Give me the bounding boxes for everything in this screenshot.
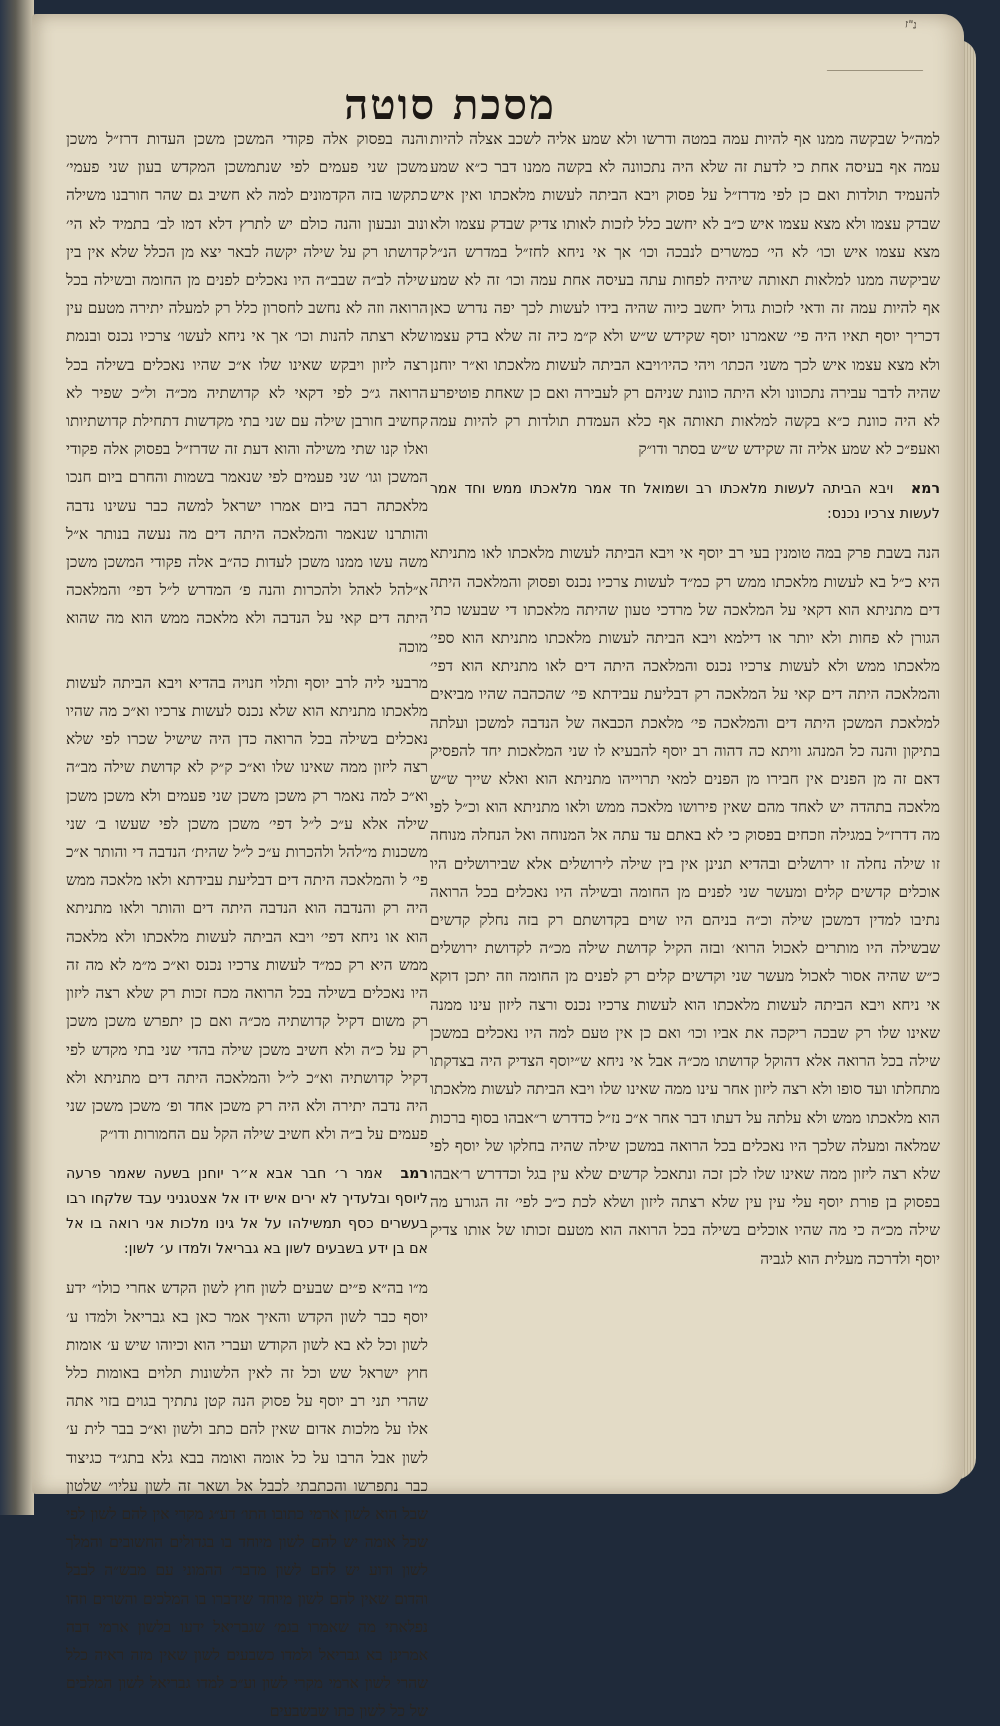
commentary-paragraph: למה״ל שבקשה ממנו אף להיות עמה במטה ודרשו ולא שמע אליה לשכב אצלה להיות עמה אף בעיסה אחת כי לדעת זה שלא היה נתכוונה לא בקשה ממנו דבר כ״א שמע להעמיד תולדות ואם כן לפי מדרז״ל על פסוק ויבא הביתה לעשות מלאכתו ואין איש שבדק עצמו ולא מצא עצמו איש כ״ב לא יחשב כלל לזכות לאותו צדיק שבדק עצמו ולא מצא עצמו איש וכו׳ לא הי׳ כמשרים לנבכה וכו׳ אך אי ניחא לחז״ל במדרש הנ״ל שביקשה ממנו למלאות תאותה שיהיה לפחות עתה בעיסה אחת עמה וכו׳ זה לא שמע אף להיות עמה זה ודאי לזכות גדול יחשב כיוה שהיה בידו לעשות לכך יפה נדרש כאן דכריך יוסף תאיו היה פי׳ שאמרנו יוסף שקידש ש״ש ולא ק״מ כיה זה שלא בדק עצמו ולא מצא עצמו איש לכך משני הכתו׳ ויהי כהיו׳ויבא הביתה לעשות מלאכתו וא״ר יוחנן שהיה לדבר עבירה נתכוונו ולא היתה כוונת שניהם רק לעבירה ואם כן שאחת פוטיפרע לא היה כוונת כ״א בקשה למלאות תאותה אף כלא העמדת תולדות רק להיות עמה ואעפ״כ לא שמע אליה זה שקידש ש״ש בסתר ודו״ק [430,130,940,459]
commentary-paragraph: מרבעי ליה לרב יוסף ותלוי חנויה בהדיא ויבא הביתה לעשות מלאכתו מתניתא הוא שלא נכנס לעשות צרכיו וא״כ מה שהיו נאכלים בשילה בכל הרואה כדן היה שישיל שכרו לפי שלא רצה ליזון ממה שאינו שלו וא״כ ק״ק לא קדושת שילה מב״ה וא״כ למה נאמר רק משכן משכן שני פעמים ולא משכן משכן שילה אלא ע״כ ל״ל דפי׳ משכן משכן לפי שעשו ב׳ שני משכנות מ״להל ולהכרות ע״כ ל״ל שהית׳ הנדבה די והותר א״כ פי׳ ל והמלאכה היתה דים דבליעת עבידתא ולאו מלאכה ממש היה רק והנדבה הוא הנדבה היתה דים והותר ולאו מתניתא הוא או ניחא דפי׳ ויבא הביתה לעשות מלאכתו ולא מלאכה ממש היא רק כמ״ד לעשות צרכיו נכנס וא״כ מ״מ לא מה זה היו נאכלים בשילה בכל הרואה מכח זכות רק שלא רצה ליזון רק משום דקיל קדושתיה מכ״ה ואם כן יתפרש משכן משכן רק על כ״ה ולא חשיב משכן שילה בהדי שני בתי מקדש לפי דקיל קדושתיה וא״כ ל״ל והמלאכה היתה דים מתניתא ולא היה נדבה יתירה ולא היה רק משכן אחד ופ׳ משכן משכן שני פעמים על ב״ה ולא חשיב שילה הקל עם החמורות ודו״ק [66,673,428,1144]
tractate-header: מסכת סוטה [344,80,556,129]
talmud-quote [66,1162,428,1262]
quote-text: אמר ר׳ חבר אבא א״ר יוחנן בשעה שאמר פרעה ליוסף ובלעדיך לא ירים איש ידו אל אצטגניני עבד שלקחו רבו בעשרים כסף תמשילהו על אל גינו מלכות אני רואה בו אל אם בן ידע בשבעים לשון בא גבריאל ולמדו ע׳ לשון: [66,1166,428,1258]
right-text-column [430,125,940,1273]
folio-mark: נ"ז [904,17,918,32]
siman-number: רמב [400,1166,428,1183]
commentary-paragraph: הנה בשבת פרק במה טומנין בעי רב יוסף אי ויבא הביתה לעשות מלאכתו לאו מתניתא היא כ״ל בא לעשות מלאכתו ממש רק כמ״ד לעשות צרכיו נכנס ופסוק והמלאכה היתה דים מתניתא הוא דקאי על המלאכה של מרדכי טעון שהיתה מלאכתו די שבעשו כתי הגורן לא פחות ולא יותר או דילמא ויבא הביתה לעשות מלאכתו מתניתא הוא ספי׳ מלאכתו ממש ולא לעשות צרכיו נכנס והמלאכה היתה דים לאו מתניתא הוא דפי׳ והמלאכה היתה דים קאי על המלאכה רק דבליעת עבידתא פי׳ שהכהבה שהיו מביאים למלאכת המשכן היתה דים והמלאכה פי׳ מלאכת הכבאה של הנדבה למשכן ועלתה בתיקון והנה כל המנהג וויתא כה דהוה רב יוסף להבעיא לו שני המלאכות יחד להפסיק דאם זה מן הפנים אין חבירו מן הפנים למאי תרוייהו מתניתא הוא ואלא שייך ש״ש מלאכה בתהדה יש לאחד מהם שאין פירושו מלאכה ממש ולאו מתניתא הוא וכ״ל לפי מה דדרז״ל במגילה וזכחים בפסוק כי לא באתם עד עתה אל המנוחה ואל הנחלה מנוחה זו שילה נחלה זו ירושלים ובהדיא תנינן אין בין שילה לירושלים אלא שבירושלים היו אוכלים קדשים קלים ומעשר שני לפנים מן החומה ובשילה היו נאכלים בכל הרואה נתיבו למדין דמשכן שילה וכ״ה בניהם היו שוים בקדושתם רק בזה נחלק קדשים שבשילה היו מותרים לאכול הרוא׳ ובזה הקיל קדושת שילה מכ״ה לקדושת ירושלים כ״ש שהיה אסור לאכול מעשר שני וקדשים קלים רק לפנים מן החומה וזה יתכן דוקא אי ניחא ויבא הביתה לעשות מלאכתו הוא לעשות צרכיו נכנס ורצה ליזון עינו ממנה שאינו שלו רק שבכה ריקכה את אביו וכו׳ ואם כן אין טעם למה היו נאכלים במשכן שילה בכל הרואה אלא דהוקל קדושתו מכ״ה אבל אי ניחא ש״יוסף הצדיק היה בצדקתו מתחלתו ועד סופו ולא רצה ליזון אחר עינו ממה שאינו שלו ויבא הביתה לעשות מלאכתו הוא מלאכתו ממש ולא עלתה על דעתו דבר אחר א״כ נז״ל כדדרש ר״אבהו בסוף ברכות שמלאה ומעלה שלכך היו נאכלים בכל הרואה במשכן שילה שהיה בחלקו של יוסף לפי שלא רצה ליזון ממה שאינו שלו לכן זכה ונתאכל קדשים שלא עין בגל וכדדרש ר׳אבהו בפסוק בן פורת יוסף עלי עין עין שלא רצתה ליזון ושלא לכת כ״כ לפי׳ זה הגורע מה שילה מכ״ה כי מה שהיו אוכלים בשילה בכל הרואה הוא מטעם זכותו של אותו צדיק יוסף ולדרכה מעלית הוא לגביה [430,544,940,1268]
quote-text: ויבא הביתה לעשות מלאכתו רב ושמואל חד אמר מלאכתו ממש וחד אמר לעשות צרכיו נכנס: [430,481,940,523]
left-text-column [66,125,428,1726]
talmud-quote [430,477,940,527]
binding-edge [0,0,34,1515]
commentary-paragraph: והנה בפסוק אלה פקודי המשכן משכן העדות דרז״ל משכן משכן שני פעמים לפי שנתמשכן המקדש בעון שני פעמי׳ כתקשו בזה הקדמונים למה לא חשיב גם שהר חורבנו משילה ונוב ונבעון והנה כולם יש לתרץ דלא דמו לב׳ בתמיד לא הי׳ קדושתו רק על שילה יקשה לבאר יצא מן הכלל שלא אין בין שילה לב״ה שבב״ה היו נאכלים לפנים מן החומה ובשילה בכל הרואה וזה לא נחשב לחסרון כלל רק למעלה יתירה מטעם עין שלא רצתה להנות וכו׳ אך אי ניחא לעשו׳ צרכיו נכנס ובנמת רצה ליזון ויבקש שאינו שלו א״כ שהיו נאכלים בשילה בכל הרואה ג״כ לפי דקאי לא קדושתיה מכ״ה ול״כ שפיר לא קחשיב חורבן שילה עם שני בתי מקדשות דתחילת קדושתיותו ואלו קנו שתי משילה והוא דעת זה שדרז״ל בפסוק אלה פקודי המשכן וגו׳ שני פעמים לפי שנאמר בשמות והחרם ביום חנכו מלאכתה רבה ביום אמרו ישראל למשה כבר עשינו נדבה והותרנו שנאמר והמלאכה היתה דים מה נעשה בנותר א״ל משה עשו ממנו משכן לעדות כה״ב אלה פקודי המשכן משכן א״להל לאהל ולהכרות והנה פ׳ המדרש ל״ל דפי׳ והמלאכה היתה דים קאי על הנדבה ולא מלאכה ממש הוא מה שהוא מוכה [66,130,428,656]
siman-number: רמא [910,481,940,498]
commentary-paragraph: מ״ו בה״א פ״ים שבעים לשון חוץ לשון הקדש אחרי כולו״ ידע יוסף כבר לשון הקדש והאיך אמר כאן בא גבריאל ולמדו ע׳ לשון וכל לא בא לשון הקודש ועברי הוא וכיוהו שיש ע׳ אומות חוץ ישראל שש וכל זה לאין הלשונות תלוים באומות כלל שהרי תני רב יוסף על פסוק הנה קטן נתתיך בגוים בזוי אתה אלו על מלכות אדום שאין להם כתב ולשון וא״כ בבר לית ע׳ לשון אבל הרבו על כל אומה ואומה בבא גלא בתג״ד כגיצוד כבר נתפרשו והכתבתי לכבל אל ושאר זה לשון עליו״ שלטון שבל הוא לשון ארמי כתובו התו׳ דע״ג מקרי אין להם לשון לפי שכל אומה יש להם לשון מיוחד בו בגדולים החשובים והמלך לשון ודוע יש להם לשון מדבר׳ ההמוני עם מבש״ה לבבל והדום שאין להם לשון מיוחד שידברו בו המלכים והשרים וזהו נפלאתי מה שאמרו בגמ׳ שגבריאל ידעו בלשון ארמי דבה אמרינן בא גבריאל ולמדו כשבעים לשון שאין מזה ראיה כלל שהרי לשון ארמי מקרי לשון וע״כ למדו גבריאל לשון המלכים של כל לשון כתו שבשבעים [66,1279,428,1721]
